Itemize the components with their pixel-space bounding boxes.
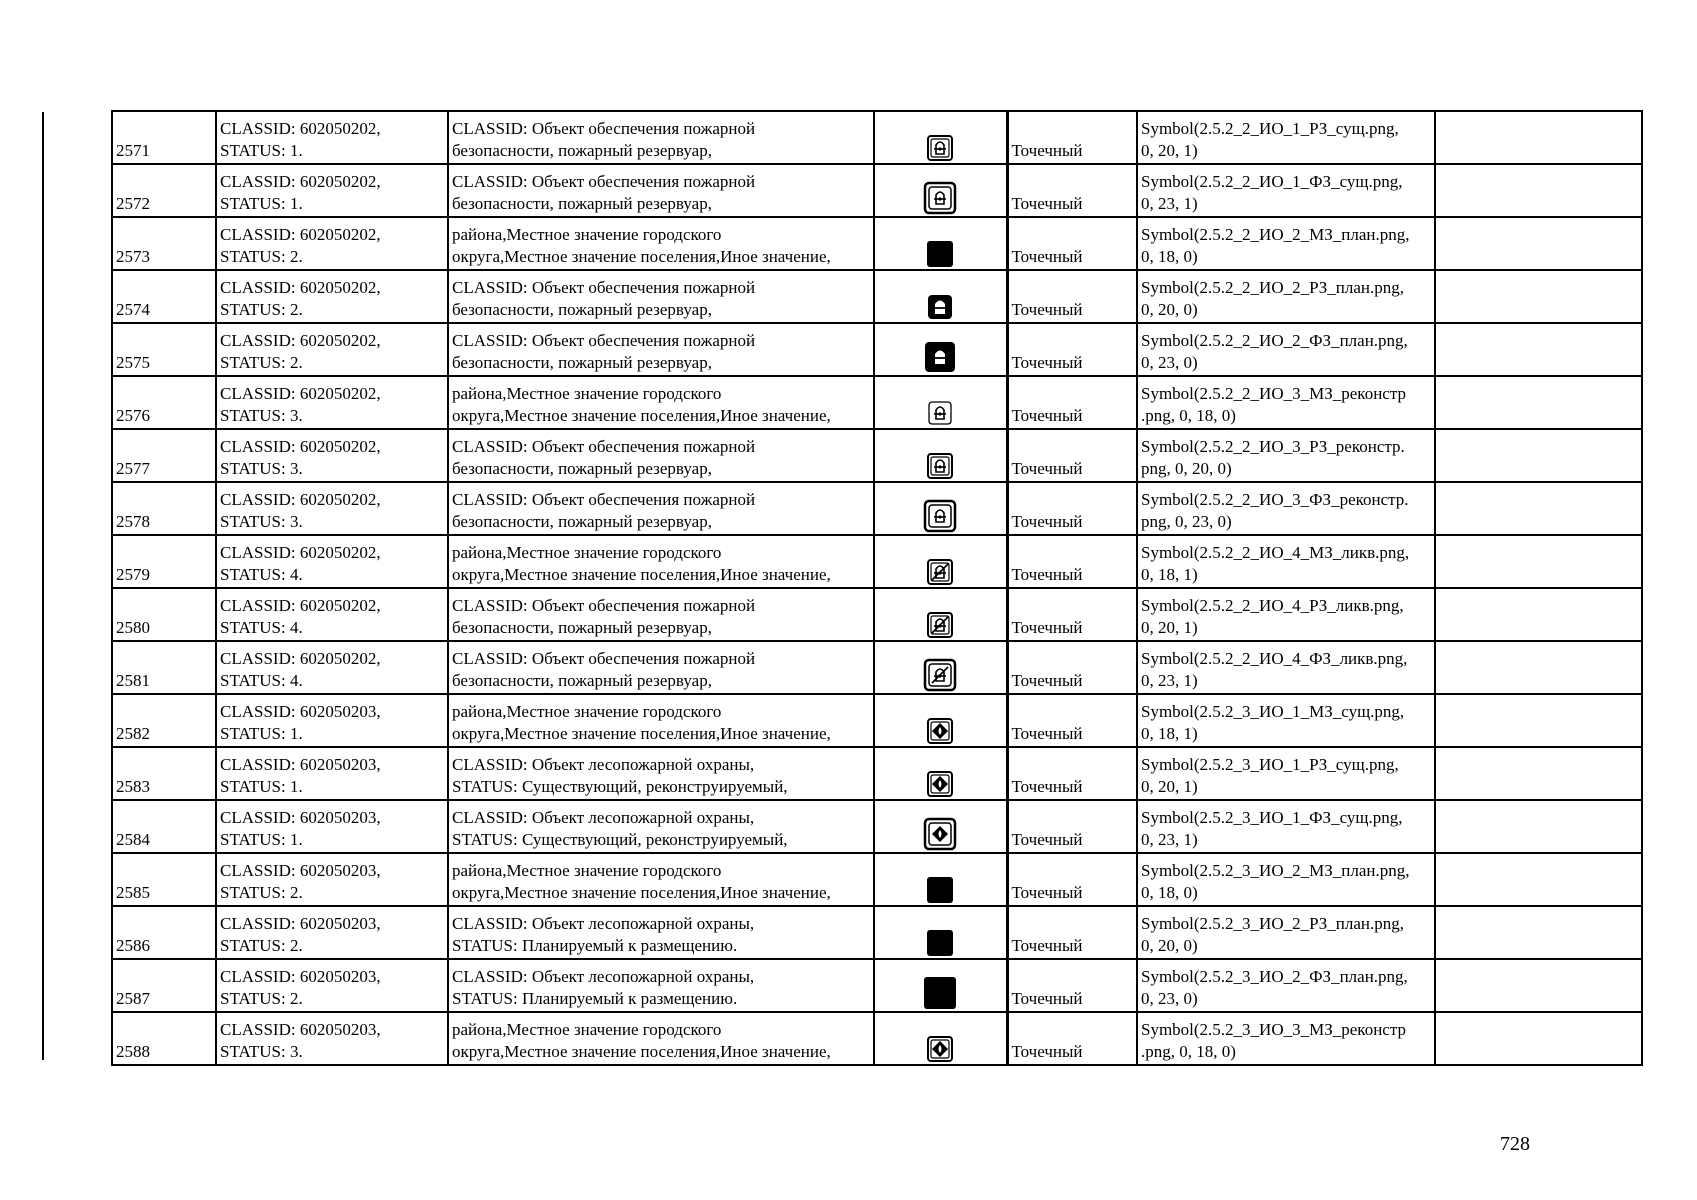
geometry-type-cell: Точечный (1007, 853, 1137, 906)
description-line-1: района,Местное значение городского (452, 861, 722, 880)
empty-cell (1435, 270, 1642, 323)
row-number: 2582 (112, 694, 216, 747)
hydrant-filled-icon (878, 293, 1003, 321)
description-line-2: безопасности, пожарный резервуар, (452, 141, 712, 160)
description-cell (448, 694, 874, 747)
classid-cell (216, 217, 448, 270)
classid-text: CLASSID: 602050202, (220, 596, 381, 615)
solid-square-large-icon (878, 976, 1003, 1010)
symbol-cell (874, 270, 1007, 323)
symbol-expression-cell (1137, 164, 1435, 217)
symbol-expression-line-1: Symbol(2.5.2_3_ИО_1_МЗ_сущ.png, (1141, 702, 1405, 721)
classid-text: CLASSID: 602050203, (220, 755, 381, 774)
symbol-expression-line-1: Symbol(2.5.2_3_ИО_1_РЗ_сущ.png, (1141, 755, 1399, 774)
geometry-type-cell: Точечный (1007, 800, 1137, 853)
status-text: STATUS: 1. (220, 724, 303, 743)
symbol-expression-line-1: Symbol(2.5.2_2_ИО_1_РЗ_сущ.png, (1141, 119, 1399, 138)
description-cell (448, 1012, 874, 1065)
description-line-2: безопасности, пожарный резервуар, (452, 459, 712, 478)
status-text: STATUS: 1. (220, 141, 303, 160)
geometry-type-cell: Точечный (1007, 959, 1137, 1012)
empty-cell (1435, 906, 1642, 959)
description-line-1: CLASSID: Объект лесопожарной охраны, (452, 755, 755, 774)
solid-square-icon (878, 929, 1003, 957)
classid-text: CLASSID: 602050203, (220, 702, 381, 721)
description-cell (448, 217, 874, 270)
hydrant-large-outline-icon (878, 499, 1003, 533)
description-line-1: района,Местное значение городского (452, 225, 722, 244)
row-number: 2580 (112, 588, 216, 641)
table-body (112, 111, 1642, 1065)
row-number: 2572 (112, 164, 216, 217)
geometry-type-cell: Точечный (1007, 482, 1137, 535)
symbol-expression-line-2: 0, 18, 0) (1141, 247, 1198, 266)
symbol-cell (874, 906, 1007, 959)
forest-fire-diamond-icon (878, 717, 1003, 745)
empty-cell (1435, 535, 1642, 588)
empty-cell (1435, 959, 1642, 1012)
description-line-1: CLASSID: Объект обеспечения пожарной (452, 278, 756, 297)
row-number: 2576 (112, 376, 216, 429)
symbol-expression-line-2: 0, 18, 1) (1141, 565, 1198, 584)
classid-text: CLASSID: 602050202, (220, 172, 381, 191)
symbol-expression-cell (1137, 747, 1435, 800)
row-number: 2577 (112, 429, 216, 482)
empty-cell (1435, 217, 1642, 270)
classid-cell (216, 853, 448, 906)
classid-text: CLASSID: 602050203, (220, 808, 381, 827)
symbol-expression-line-2: 0, 23, 0) (1141, 353, 1198, 372)
description-cell (448, 482, 874, 535)
description-cell (448, 800, 874, 853)
classid-cell (216, 906, 448, 959)
status-text: STATUS: 3. (220, 512, 303, 531)
hydrant-filled-large-icon (878, 340, 1003, 374)
symbol-cell (874, 694, 1007, 747)
description-line-1: района,Местное значение городского (452, 384, 722, 403)
symbol-expression-line-1: Symbol(2.5.2_2_ИО_2_МЗ_план.png, (1141, 225, 1410, 244)
status-text: STATUS: 2. (220, 353, 303, 372)
description-line-2: безопасности, пожарный резервуар, (452, 512, 712, 531)
status-text: STATUS: 1. (220, 830, 303, 849)
symbol-table (111, 110, 1643, 1066)
symbol-cell (874, 323, 1007, 376)
description-cell (448, 588, 874, 641)
symbol-expression-line-2: png, 0, 23, 0) (1141, 512, 1232, 531)
empty-cell (1435, 853, 1642, 906)
description-line-2: безопасности, пожарный резервуар, (452, 671, 712, 690)
classid-cell (216, 959, 448, 1012)
description-line-2: округа,Местное значение поселения,Иное значение, (452, 883, 831, 902)
classid-cell (216, 270, 448, 323)
symbol-expression-line-2: 0, 18, 0) (1141, 883, 1198, 902)
page-number: 728 (1500, 1133, 1530, 1155)
symbol-expression-line-1: Symbol(2.5.2_2_ИО_3_ФЗ_реконстр. (1141, 490, 1409, 509)
symbol-cell (874, 747, 1007, 800)
solid-square-icon (878, 876, 1003, 904)
classid-text: CLASSID: 602050202, (220, 384, 381, 403)
symbol-expression-cell (1137, 588, 1435, 641)
description-line-1: CLASSID: Объект обеспечения пожарной (452, 490, 756, 509)
classid-cell (216, 641, 448, 694)
symbol-expression-line-1: Symbol(2.5.2_3_ИО_2_РЗ_план.png, (1141, 914, 1405, 933)
row-number: 2584 (112, 800, 216, 853)
symbol-expression-cell (1137, 694, 1435, 747)
description-line-1: CLASSID: Объект обеспечения пожарной (452, 172, 756, 191)
empty-cell (1435, 588, 1642, 641)
symbol-expression-line-2: 0, 20, 1) (1141, 777, 1198, 796)
empty-cell (1435, 800, 1642, 853)
description-line-2: STATUS: Планируемый к размещению. (452, 989, 738, 1008)
geometry-type-cell: Точечный (1007, 1012, 1137, 1065)
empty-cell (1435, 376, 1642, 429)
description-line-1: CLASSID: Объект обеспечения пожарной (452, 331, 756, 350)
symbol-expression-line-1: Symbol(2.5.2_2_ИО_2_РЗ_план.png, (1141, 278, 1405, 297)
empty-cell (1435, 482, 1642, 535)
status-text: STATUS: 2. (220, 247, 303, 266)
symbol-expression-cell (1137, 959, 1435, 1012)
symbol-expression-cell (1137, 800, 1435, 853)
description-line-2: STATUS: Планируемый к размещению. (452, 936, 738, 955)
status-text: STATUS: 3. (220, 459, 303, 478)
classid-cell (216, 164, 448, 217)
geometry-type-cell: Точечный (1007, 376, 1137, 429)
table-row (112, 270, 1642, 323)
solid-square-icon (878, 240, 1003, 268)
classid-cell (216, 111, 448, 164)
description-cell (448, 959, 874, 1012)
symbol-expression-line-1: Symbol(2.5.2_3_ИО_2_ФЗ_план.png, (1141, 967, 1408, 986)
description-line-1: CLASSID: Объект обеспечения пожарной (452, 119, 756, 138)
classid-text: CLASSID: 602050203, (220, 967, 381, 986)
symbol-expression-line-2: 0, 23, 0) (1141, 989, 1198, 1008)
classid-cell (216, 323, 448, 376)
empty-cell (1435, 323, 1642, 376)
classid-cell (216, 429, 448, 482)
geometry-type-cell: Точечный (1007, 429, 1137, 482)
classid-text: CLASSID: 602050202, (220, 225, 381, 244)
status-text: STATUS: 1. (220, 194, 303, 213)
description-line-2: округа,Местное значение поселения,Иное значение, (452, 247, 831, 266)
row-number: 2578 (112, 482, 216, 535)
table-row (112, 111, 1642, 164)
symbol-expression-line-2: .png, 0, 18, 0) (1141, 406, 1236, 425)
symbol-cell (874, 429, 1007, 482)
description-line-2: безопасности, пожарный резервуар, (452, 353, 712, 372)
row-number: 2587 (112, 959, 216, 1012)
status-text: STATUS: 2. (220, 989, 303, 1008)
row-number: 2586 (112, 906, 216, 959)
classid-text: CLASSID: 602050202, (220, 649, 381, 668)
symbol-expression-line-2: 0, 20, 1) (1141, 618, 1198, 637)
symbol-expression-cell (1137, 535, 1435, 588)
classid-cell (216, 800, 448, 853)
classid-text: CLASSID: 602050202, (220, 331, 381, 350)
symbol-expression-line-1: Symbol(2.5.2_2_ИО_4_МЗ_ликв.png, (1141, 543, 1410, 562)
symbol-cell (874, 641, 1007, 694)
symbol-expression-cell (1137, 429, 1435, 482)
hydrant-thin-outline-icon (878, 399, 1003, 427)
symbol-expression-line-1: Symbol(2.5.2_3_ИО_3_МЗ_реконстр (1141, 1020, 1406, 1039)
row-number: 2583 (112, 747, 216, 800)
symbol-expression-line-1: Symbol(2.5.2_2_ИО_1_ФЗ_сущ.png, (1141, 172, 1403, 191)
status-text: STATUS: 1. (220, 777, 303, 796)
symbol-expression-cell (1137, 376, 1435, 429)
forest-fire-diamond-icon (878, 1035, 1003, 1063)
status-text: STATUS: 3. (220, 406, 303, 425)
empty-cell (1435, 429, 1642, 482)
table-row (112, 853, 1642, 906)
symbol-expression-line-2: 0, 20, 1) (1141, 141, 1198, 160)
symbol-expression-line-1: Symbol(2.5.2_3_ИО_1_ФЗ_сущ.png, (1141, 808, 1403, 827)
description-cell (448, 747, 874, 800)
symbol-expression-line-2: 0, 20, 0) (1141, 300, 1198, 319)
description-line-1: CLASSID: Объект обеспечения пожарной (452, 437, 756, 456)
description-line-2: безопасности, пожарный резервуар, (452, 194, 712, 213)
description-cell (448, 641, 874, 694)
description-cell (448, 270, 874, 323)
status-text: STATUS: 4. (220, 565, 303, 584)
description-line-2: округа,Местное значение поселения,Иное значение, (452, 406, 831, 425)
description-line-1: района,Местное значение городского (452, 1020, 722, 1039)
symbol-expression-cell (1137, 906, 1435, 959)
symbol-expression-line-1: Symbol(2.5.2_3_ИО_2_МЗ_план.png, (1141, 861, 1410, 880)
symbol-expression-cell (1137, 482, 1435, 535)
table-row (112, 959, 1642, 1012)
description-line-2: округа,Местное значение поселения,Иное значение, (452, 724, 831, 743)
description-cell (448, 535, 874, 588)
symbol-cell (874, 111, 1007, 164)
status-text: STATUS: 2. (220, 883, 303, 902)
symbol-expression-line-2: 0, 23, 1) (1141, 671, 1198, 690)
forest-fire-diamond-large-icon (878, 817, 1003, 851)
row-number: 2581 (112, 641, 216, 694)
geometry-type-cell: Точечный (1007, 164, 1137, 217)
classid-text: CLASSID: 602050202, (220, 278, 381, 297)
status-text: STATUS: 4. (220, 618, 303, 637)
hydrant-crossed-large-icon (878, 658, 1003, 692)
table-row (112, 535, 1642, 588)
hydrant-small-outline-icon (878, 452, 1003, 480)
row-number: 2574 (112, 270, 216, 323)
description-line-2: округа,Местное значение поселения,Иное значение, (452, 565, 831, 584)
symbol-cell (874, 959, 1007, 1012)
forest-fire-diamond-icon (878, 770, 1003, 798)
description-line-1: CLASSID: Объект лесопожарной охраны, (452, 808, 755, 827)
status-text: STATUS: 3. (220, 1042, 303, 1061)
symbol-expression-line-1: Symbol(2.5.2_2_ИО_3_МЗ_реконстр (1141, 384, 1406, 403)
table-row (112, 641, 1642, 694)
symbol-cell (874, 588, 1007, 641)
table-row (112, 217, 1642, 270)
symbol-expression-cell (1137, 217, 1435, 270)
table-row (112, 694, 1642, 747)
row-number: 2571 (112, 111, 216, 164)
symbol-expression-line-2: 0, 23, 1) (1141, 830, 1198, 849)
classid-text: CLASSID: 602050202, (220, 490, 381, 509)
description-line-2: STATUS: Существующий, реконструируемый, (452, 830, 788, 849)
row-number: 2588 (112, 1012, 216, 1065)
description-cell (448, 429, 874, 482)
table-row (112, 482, 1642, 535)
description-line-1: района,Местное значение городского (452, 702, 722, 721)
classid-text: CLASSID: 602050203, (220, 914, 381, 933)
geometry-type-cell: Точечный (1007, 535, 1137, 588)
symbol-expression-line-2: png, 0, 20, 0) (1141, 459, 1232, 478)
geometry-type-cell: Точечный (1007, 217, 1137, 270)
table-row (112, 906, 1642, 959)
row-number: 2579 (112, 535, 216, 588)
empty-cell (1435, 111, 1642, 164)
classid-cell (216, 588, 448, 641)
geometry-type-cell: Точечный (1007, 641, 1137, 694)
classid-cell (216, 376, 448, 429)
table-row (112, 164, 1642, 217)
description-cell (448, 853, 874, 906)
hydrant-small-outline-icon (878, 134, 1003, 162)
geometry-type-cell: Точечный (1007, 747, 1137, 800)
description-cell (448, 906, 874, 959)
symbol-expression-line-2: 0, 20, 0) (1141, 936, 1198, 955)
empty-cell (1435, 694, 1642, 747)
symbol-cell (874, 800, 1007, 853)
symbol-expression-cell (1137, 323, 1435, 376)
classid-text: CLASSID: 602050203, (220, 861, 381, 880)
symbol-cell (874, 376, 1007, 429)
description-line-2: округа,Местное значение поселения,Иное значение, (452, 1042, 831, 1061)
symbol-expression-cell (1137, 111, 1435, 164)
table-row (112, 1012, 1642, 1065)
geometry-type-cell: Точечный (1007, 588, 1137, 641)
table-row (112, 376, 1642, 429)
classid-cell (216, 482, 448, 535)
symbol-expression-cell (1137, 641, 1435, 694)
row-number: 2573 (112, 217, 216, 270)
hydrant-crossed-icon (878, 611, 1003, 639)
geometry-type-cell: Точечный (1007, 111, 1137, 164)
symbol-expression-line-2: 0, 23, 1) (1141, 194, 1198, 213)
hydrant-large-outline-icon (878, 181, 1003, 215)
description-line-2: STATUS: Существующий, реконструируемый, (452, 777, 788, 796)
symbol-cell (874, 535, 1007, 588)
classid-cell (216, 1012, 448, 1065)
empty-cell (1435, 641, 1642, 694)
symbol-expression-cell (1137, 270, 1435, 323)
geometry-type-cell: Точечный (1007, 906, 1137, 959)
row-number: 2575 (112, 323, 216, 376)
symbol-cell (874, 482, 1007, 535)
symbol-cell (874, 1012, 1007, 1065)
description-line-1: CLASSID: Объект лесопожарной охраны, (452, 967, 755, 986)
symbol-expression-line-1: Symbol(2.5.2_2_ИО_4_РЗ_ликв.png, (1141, 596, 1404, 615)
geometry-type-cell: Точечный (1007, 323, 1137, 376)
table-row (112, 588, 1642, 641)
status-text: STATUS: 2. (220, 936, 303, 955)
description-cell (448, 164, 874, 217)
description-cell (448, 111, 874, 164)
description-line-1: CLASSID: Объект обеспечения пожарной (452, 649, 756, 668)
classid-text: CLASSID: 602050202, (220, 119, 381, 138)
symbol-expression-line-1: Symbol(2.5.2_2_ИО_2_ФЗ_план.png, (1141, 331, 1408, 350)
empty-cell (1435, 747, 1642, 800)
description-line-2: безопасности, пожарный резервуар, (452, 618, 712, 637)
description-line-1: CLASSID: Объект обеспечения пожарной (452, 596, 756, 615)
table-row (112, 429, 1642, 482)
classid-cell (216, 694, 448, 747)
symbol-cell (874, 853, 1007, 906)
margin-rule (42, 112, 44, 1060)
status-text: STATUS: 2. (220, 300, 303, 319)
empty-cell (1435, 1012, 1642, 1065)
table-row (112, 323, 1642, 376)
symbol-expression-line-2: .png, 0, 18, 0) (1141, 1042, 1236, 1061)
classid-text: CLASSID: 602050202, (220, 437, 381, 456)
symbol-cell (874, 164, 1007, 217)
description-cell (448, 376, 874, 429)
symbol-expression-line-1: Symbol(2.5.2_2_ИО_3_РЗ_реконстр. (1141, 437, 1405, 456)
symbol-cell (874, 217, 1007, 270)
status-text: STATUS: 4. (220, 671, 303, 690)
description-cell (448, 323, 874, 376)
description-line-1: района,Местное значение городского (452, 543, 722, 562)
classid-cell (216, 535, 448, 588)
empty-cell (1435, 164, 1642, 217)
hydrant-crossed-icon (878, 558, 1003, 586)
symbol-expression-line-1: Symbol(2.5.2_2_ИО_4_ФЗ_ликв.png, (1141, 649, 1408, 668)
row-number: 2585 (112, 853, 216, 906)
geometry-type-cell: Точечный (1007, 694, 1137, 747)
classid-text: CLASSID: 602050203, (220, 1020, 381, 1039)
symbol-expression-cell (1137, 1012, 1435, 1065)
classid-text: CLASSID: 602050202, (220, 543, 381, 562)
description-line-1: CLASSID: Объект лесопожарной охраны, (452, 914, 755, 933)
description-line-2: безопасности, пожарный резервуар, (452, 300, 712, 319)
table-row (112, 747, 1642, 800)
table-row (112, 800, 1642, 853)
classid-cell (216, 747, 448, 800)
symbol-expression-line-2: 0, 18, 1) (1141, 724, 1198, 743)
symbol-expression-cell (1137, 853, 1435, 906)
geometry-type-cell: Точечный (1007, 270, 1137, 323)
